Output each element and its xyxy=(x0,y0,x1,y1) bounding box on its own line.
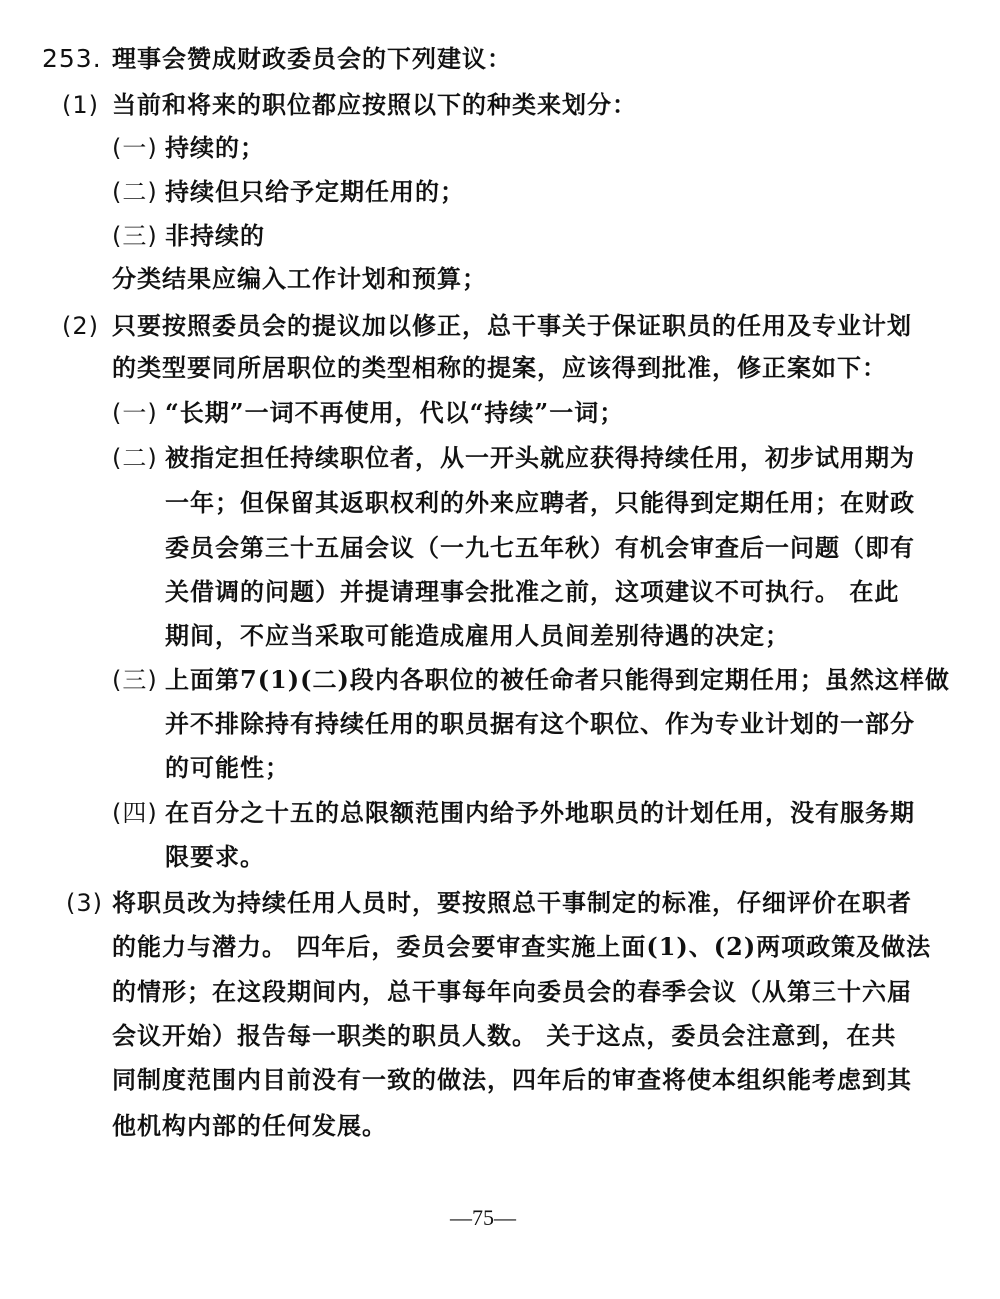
item-3-marker: (3) xyxy=(66,889,103,917)
page-number: —75— xyxy=(450,1205,516,1230)
item-2-sub-4-line-2: 限要求。 xyxy=(165,842,265,871)
item-1-sub-1-text: 持续的； xyxy=(165,133,265,162)
item-2-line-2: 的类型要同所居职位的类型相称的提案，应该得到批准，修正案如下： xyxy=(112,353,887,382)
item-2-sub-3-line-2: 并不排除持有持续任用的职员据有这个职位、作为专业计划的一部分 xyxy=(165,709,915,738)
item-2-sub-1-marker: (一) xyxy=(112,399,158,427)
item-2-sub-2-line-2: 一年；但保留其返职权利的外来应聘者，只能得到定期任用；在财政 xyxy=(165,488,915,517)
item-2-sub-2-marker: (二) xyxy=(112,444,158,472)
item-2-sub-2-line-5: 期间，不应当采取可能造成雇用人员间差别待遇的决定； xyxy=(165,621,790,650)
item-2-sub-4-marker: (四) xyxy=(112,799,158,827)
item-2-sub-4-line-1: 在百分之十五的总限额范围内给予外地职员的计划任用，没有服务期 xyxy=(165,798,915,827)
item-3-line-4: 会议开始）报告每一职类的职员人数。 关于这点，委员会注意到，在共 xyxy=(112,1021,897,1050)
item-2-sub-2-line-3: 委员会第三十五届会议（一九七五年秋）有机会审查后一问题（即有 xyxy=(165,533,915,562)
item-2-sub-3-marker: (三) xyxy=(112,666,158,694)
item-3-line-3: 的情形；在这段期间内，总干事每年向委员会的春季会议（从第三十六届 xyxy=(112,977,912,1006)
item-1-sub-2-marker: (二) xyxy=(112,178,158,206)
paragraph-number: 253. xyxy=(42,44,102,73)
item-2-sub-3-line-1: 上面第7(1)(二)段内各职位的被任命者只能得到定期任用；虽然这样做 xyxy=(165,665,950,694)
item-1-sub-1-marker: (一) xyxy=(112,134,158,162)
item-1-text: 当前和将来的职位都应按照以下的种类来划分： xyxy=(112,90,637,119)
item-3-line-5: 同制度范围内目前没有一致的做法，四年后的审查将使本组织能考虑到其 xyxy=(112,1065,912,1094)
item-2-sub-1-line-1: “长期”一词不再使用，代以“持续”一词； xyxy=(165,398,625,427)
item-1-sub-3-marker: (三) xyxy=(112,222,158,250)
item-2-line-1: 只要按照委员会的提议加以修正，总干事关于保证职员的任用及专业计划 xyxy=(112,311,912,340)
item-2-marker: (2) xyxy=(62,312,99,340)
item-2-sub-3-line-3: 的可能性； xyxy=(165,753,290,782)
item-3-line-1: 将职员改为持续任用人员时，要按照总干事制定的标准，仔细评价在职者 xyxy=(112,888,912,917)
item-2-sub-2-line-4: 关借调的问题）并提请理事会批准之前，这项建议不可执行。 在此 xyxy=(165,577,900,606)
item-1-marker: (1) xyxy=(62,91,99,119)
item-3-line-2: 的能力与潜力。 四年后，委员会要审查实施上面(1)、(2)两项政策及做法 xyxy=(112,932,932,961)
item-3-line-6: 他机构内部的任何发展。 xyxy=(112,1111,387,1140)
item-2-sub-2-line-1: 被指定担任持续职位者，从一开头就应获得持续任用，初步试用期为 xyxy=(165,443,915,472)
item-1-sub-2-text: 持续但只给予定期任用的； xyxy=(165,177,465,206)
item-1-closing: 分类结果应编入工作计划和预算； xyxy=(112,264,487,293)
paragraph-heading: 理事会赞成财政委员会的下列建议： xyxy=(112,44,512,73)
item-1-sub-3-text: 非持续的 xyxy=(165,221,265,250)
